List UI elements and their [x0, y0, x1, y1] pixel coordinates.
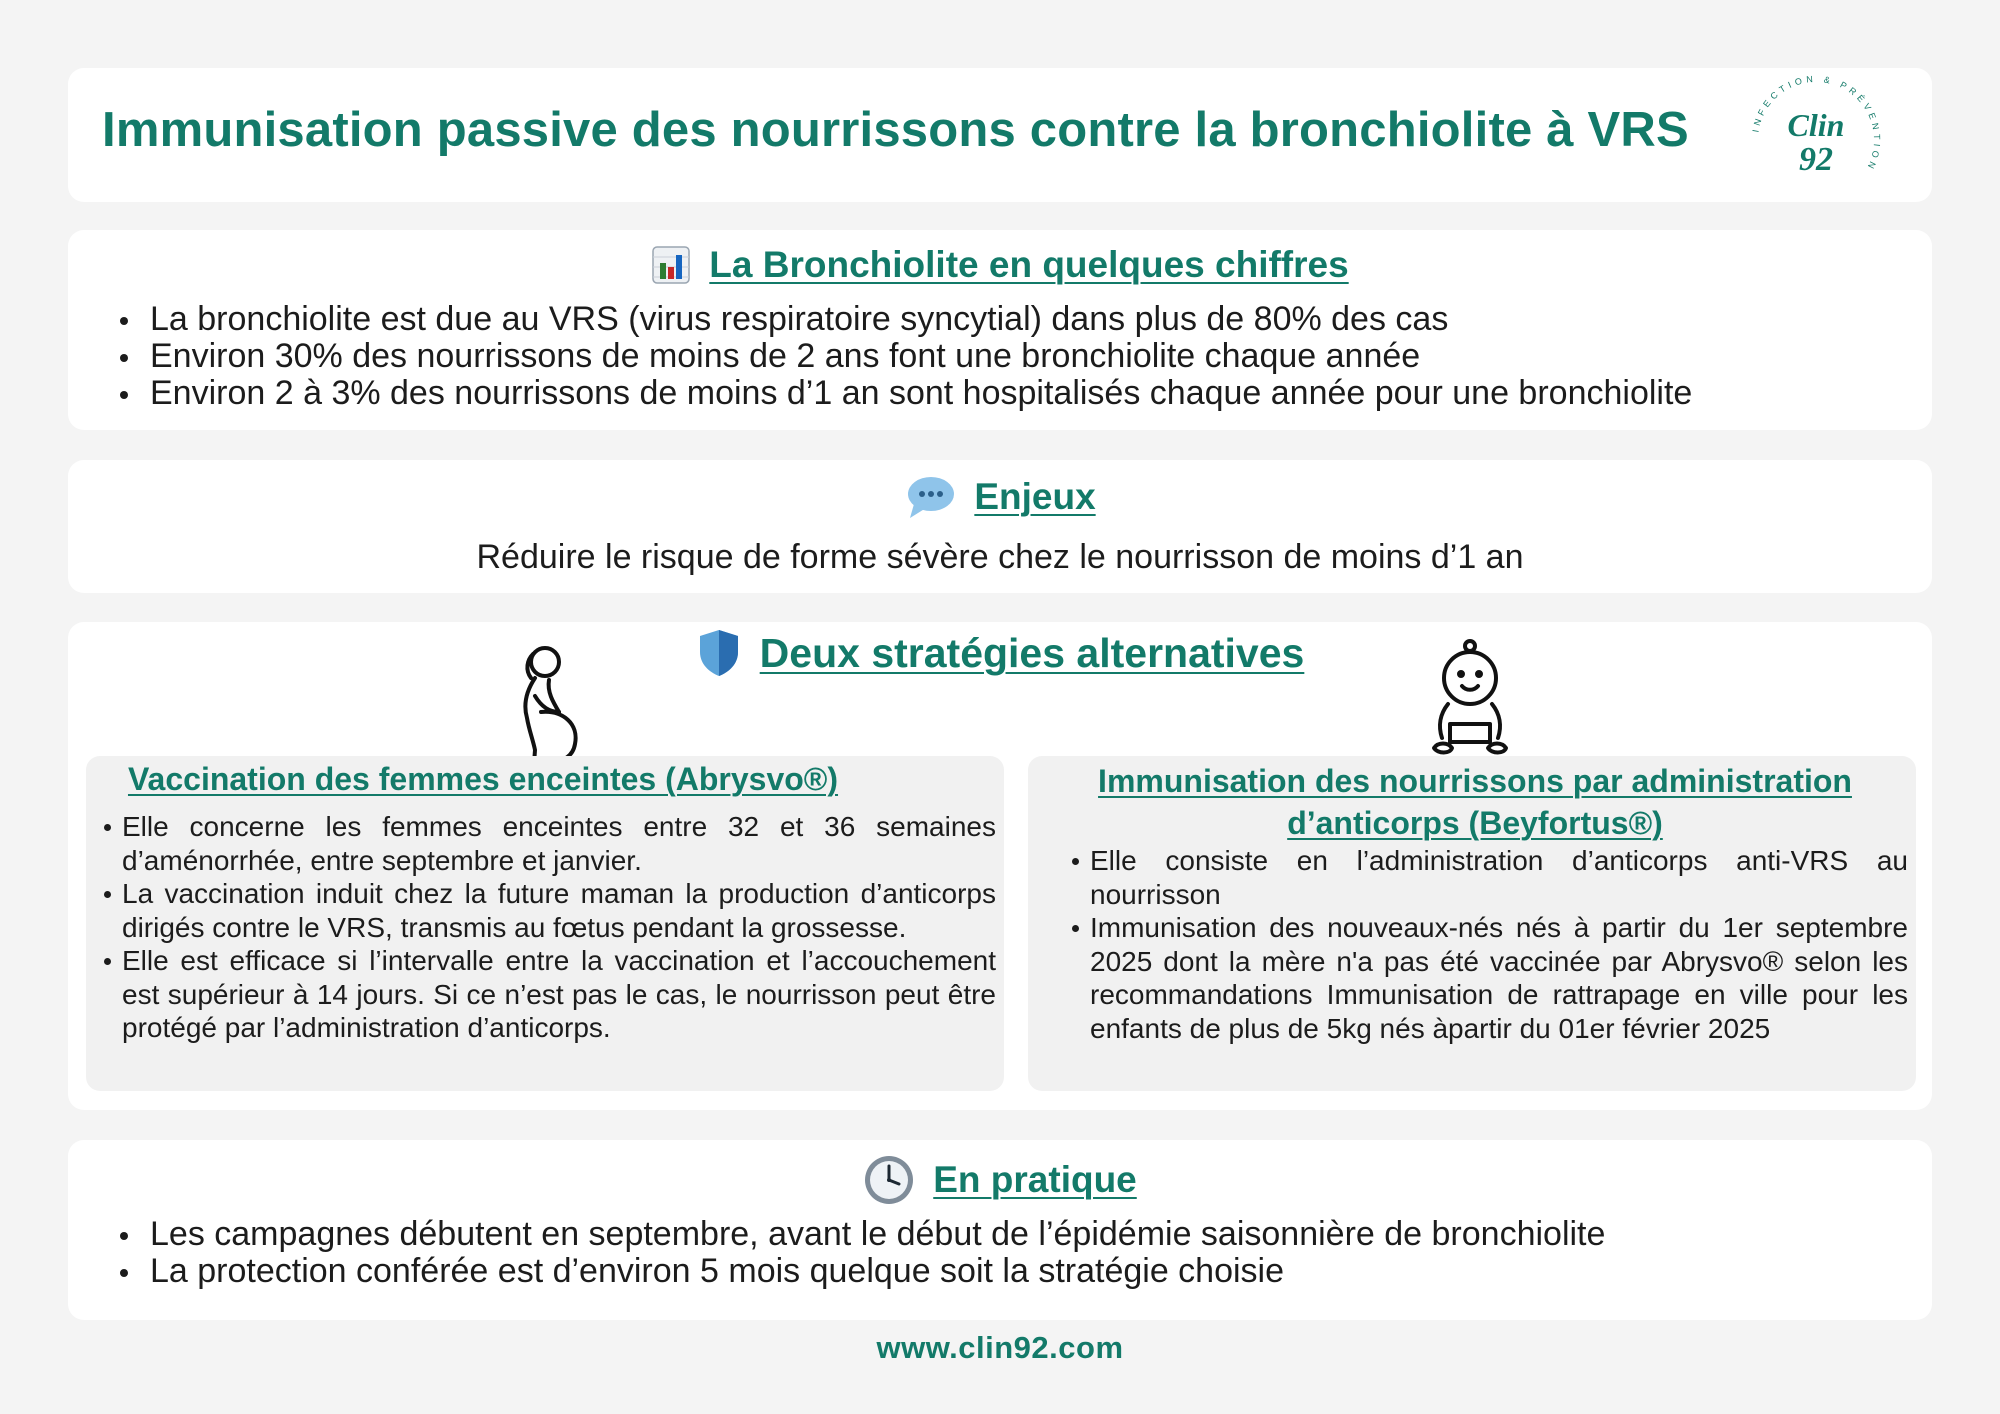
list-item: La bronchiolite est due au VRS (virus respiratoire syncytial) dans plus de 80% des cas	[150, 301, 1692, 338]
logo-number: 92	[1799, 141, 1833, 178]
list-item: Les campagnes débutent en septembre, avant le début de l’épidémie saisonnière de bronchiolite	[150, 1215, 1606, 1253]
pratique-list	[68, 1216, 1605, 1290]
list-item: La protection conférée est d’environ 5 mois quelque soit la stratégie choisie	[150, 1253, 1605, 1290]
strategies-title: Deux stratégies alternatives	[759, 629, 1305, 676]
list-item: Environ 2 à 3% des nourrissons de moins d’1 an sont hospitalisés chaque année pour une bronchiolite	[150, 374, 1693, 412]
panel-vaccination-title: Vaccination des femmes enceintes (Abrysvo®)	[127, 761, 839, 797]
enjeux-title-row	[68, 474, 1932, 520]
logo-ring-text: INFECTION & PRÉVENTION	[1750, 73, 1883, 174]
chiffres-list	[68, 301, 1692, 412]
enjeux-title: Enjeux	[974, 476, 1096, 517]
chiffres-card	[68, 230, 1932, 430]
list-item: Immunisation des nouveaux-nés nés à partir du 1er septembre 2025 dont la mère n'a pas été vaccinée par Abrysvo® selon les recommandations Immunisation de rattrapage en ville pour les enfants de plus de 5kg nés àpartir du 01er février 2025	[1090, 912, 1908, 1044]
list-item: Environ 30% des nourrissons de moins de 2 ans font une bronchiolite chaque année	[150, 338, 1692, 375]
panel-vaccination	[86, 756, 1004, 1091]
pratique-title: En pratique	[933, 1159, 1137, 1200]
speech-bubble-icon	[904, 474, 956, 520]
list-item: Elle concerne les femmes enceintes entre 32 et 36 semaines d’aménorrhée, entre septembre et janvier.	[122, 811, 996, 876]
pratique-card	[68, 1140, 1932, 1320]
page-title: Immunisation passive des nourrissons contre la bronchiolite à VRS	[102, 103, 1689, 157]
clin92-logo	[1748, 72, 1884, 208]
header-card	[68, 68, 1932, 202]
chiffres-title: La Bronchiolite en quelques chiffres	[709, 244, 1349, 285]
strategies-card	[68, 622, 1932, 1110]
enjeux-text: Réduire le risque de forme sévère chez le nourrisson de moins d’1 an	[476, 538, 1524, 576]
clock-icon	[863, 1154, 915, 1206]
bar-chart-icon	[651, 245, 691, 285]
shield-icon	[696, 628, 742, 678]
list-item: La vaccination induit chez la future maman la production d’anticorps dirigés contre le VRS, transmis au fœtus pendant la grossesse.	[122, 878, 996, 943]
immunisation-list	[1042, 844, 1908, 1045]
pratique-title-row	[68, 1154, 1932, 1206]
enjeux-card	[68, 460, 1932, 593]
list-item: Elle consiste en l’administration d’anticorps anti-VRS au nourrisson	[1090, 845, 1908, 910]
strategies-title-row	[68, 628, 1932, 678]
chiffres-title-row	[68, 244, 1932, 286]
panel-immunisation	[1028, 756, 1916, 1091]
footer-url[interactable]: www.clin92.com	[876, 1330, 1124, 1365]
vaccination-list	[100, 810, 996, 1045]
logo-name: Clin	[1787, 107, 1845, 143]
baby-icon	[1420, 638, 1520, 756]
list-item: Elle est efficace si l’intervalle entre la vaccination et l’accouchement est supérieur à 14 jours. Si ce n’est pas le cas, le nourrisson peut être protégé par l’administration d’anticorps.	[122, 945, 996, 1043]
panel-immunisation-title: Immunisation des nourrissons par administration d’anticorps (Beyfortus®)	[1098, 763, 1852, 841]
